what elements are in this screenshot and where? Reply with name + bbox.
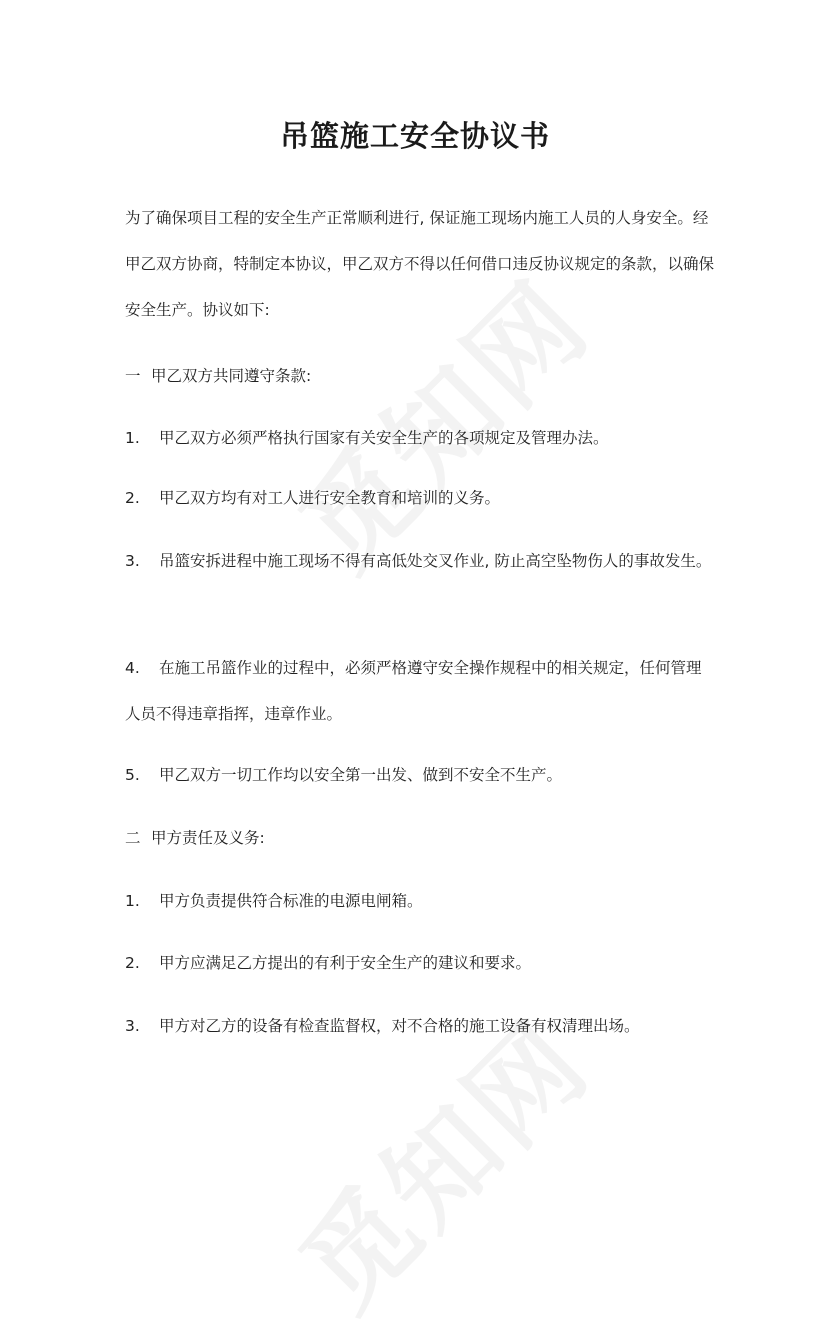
clause-number: 3. xyxy=(125,552,140,570)
clause-text: 甲方负责提供符合标准的电源电闸箱。 xyxy=(159,892,423,910)
clause-item xyxy=(125,538,715,584)
clause-item xyxy=(125,940,715,986)
document-title: 吊篮施工安全协议书 xyxy=(279,119,550,153)
clause-item xyxy=(125,645,715,737)
clause-item xyxy=(125,752,715,798)
clause-number: 4. xyxy=(125,659,140,677)
section-heading xyxy=(125,815,715,861)
clause-item xyxy=(125,1003,715,1049)
clause-number: 2. xyxy=(125,954,140,972)
clause-text: 甲乙双方均有对工人进行安全教育和培训的义务。 xyxy=(159,489,501,507)
clause-number: 3. xyxy=(125,1017,140,1035)
clause-item xyxy=(125,475,715,521)
intro-paragraph: 为了确保项目工程的安全生产正常顺利进行, 保证施工现场内施工人员的人身安全。经甲乙双方协商，特制定本协议，甲乙双方不得以任何借口违反协议规定的条款，以确保安全生产。协议如下: xyxy=(125,209,715,319)
clause-number: 5. xyxy=(125,766,140,784)
clause-number: 2. xyxy=(125,489,140,507)
clause-number: 1. xyxy=(125,892,140,910)
clause-item xyxy=(125,415,715,461)
clause-text: 甲乙双方必须严格执行国家有关安全生产的各项规定及管理办法。 xyxy=(159,429,609,447)
clause-text: 吊篮安拆进程中施工现场不得有高低处交叉作业, 防止高空坠物伤人的事故发生。 xyxy=(159,552,712,570)
section-heading xyxy=(125,353,715,399)
clause-text: 甲方应满足乙方提出的有利于安全生产的建议和要求。 xyxy=(159,954,532,972)
section-number: 一 xyxy=(125,367,141,385)
clause-text: 甲方对乙方的设备有检查监督权，对不合格的施工设备有权清理出场。 xyxy=(159,1017,640,1035)
clause-text: 甲乙双方一切工作均以安全第一出发、做到不安全不生产。 xyxy=(159,766,563,784)
section-number: 二 xyxy=(125,829,141,847)
section-heading-text: 甲方责任及义务: xyxy=(151,829,265,847)
clause-text: 在施工吊篮作业的过程中，必须严格遵守安全操作规程中的相关规定，任何管理人员不得违章指挥，违章作业。 xyxy=(125,659,702,723)
section-heading-text: 甲乙双方共同遵守条款: xyxy=(151,367,312,385)
clause-number: 1. xyxy=(125,429,140,447)
clause-item xyxy=(125,878,715,924)
